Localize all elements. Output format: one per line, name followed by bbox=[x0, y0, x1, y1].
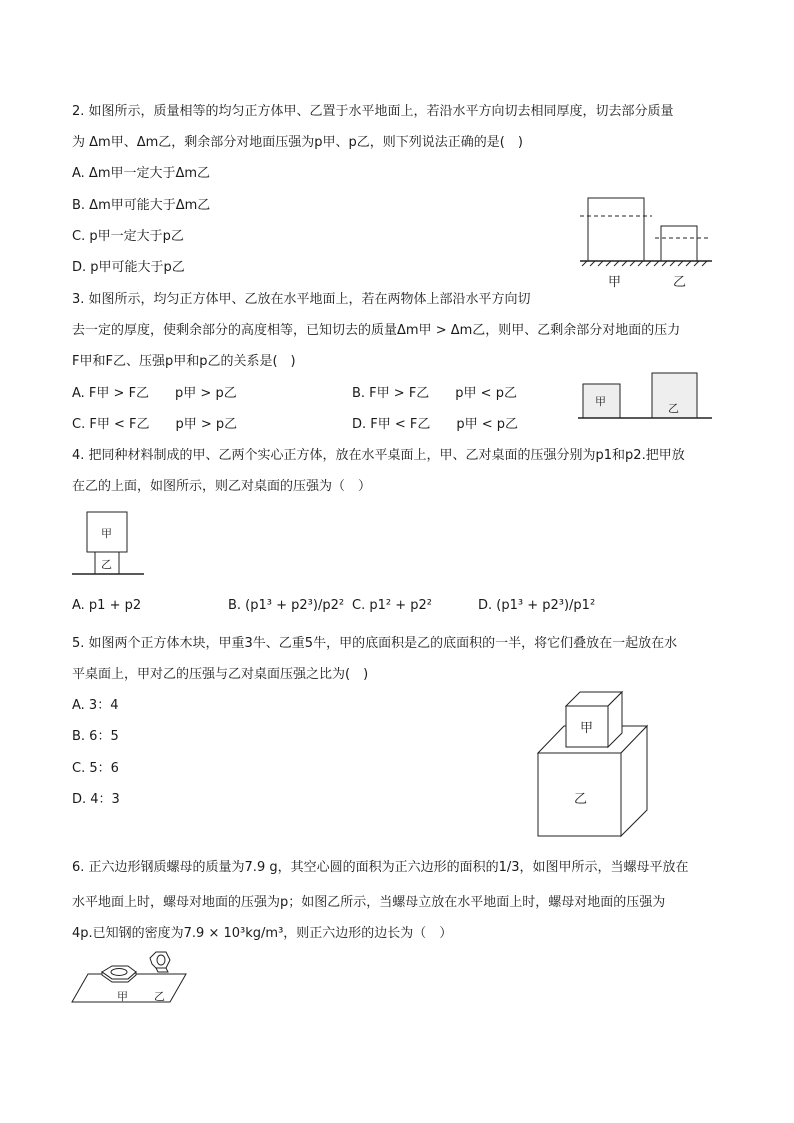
q2-cube-yi bbox=[661, 226, 697, 261]
q6-label-yi: 乙 bbox=[154, 990, 165, 1003]
q2-option-b: B. Δm甲可能大于Δm乙 bbox=[72, 198, 211, 213]
q5-option-a: A. 3：4 bbox=[72, 698, 119, 713]
q6-stem-line1: 6. 正六边形钢质螺母的质量为7.9 g，其空心圆的面积为正六边形的面积的1/3，如图甲所示，当螺母平放在 bbox=[72, 860, 689, 875]
q3-option-b: B. F甲 > F乙 p甲 < p乙 bbox=[352, 386, 517, 401]
q4-label-jia: 甲 bbox=[101, 527, 112, 540]
q4-figure bbox=[70, 508, 150, 578]
q3-stem-line3: F甲和F乙、压强p甲和p乙的关系是( ) bbox=[72, 354, 296, 369]
q6-nut-upright bbox=[150, 952, 170, 972]
q2-option-c: C. p甲一定大于p乙 bbox=[72, 229, 184, 244]
q5-option-d: D. 4：3 bbox=[72, 792, 120, 807]
q2-stem-line1: 2. 如图所示，质量相等的均匀正方体甲、乙置于水平地面上，若沿水平方向切去相同厚度，切去部分质量 bbox=[72, 104, 674, 119]
q2-cube-jia bbox=[588, 198, 644, 261]
q4-option-d: D. (p1³ + p2³)/p1² bbox=[478, 598, 596, 613]
q4-label-yi: 乙 bbox=[101, 558, 112, 571]
q3-label-jia: 甲 bbox=[595, 395, 606, 408]
q5-label-jia: 甲 bbox=[580, 721, 594, 736]
q5-cube-jia bbox=[566, 692, 622, 747]
q6-stem-line2: 水平地面上时，螺母对地面的压强为p；如图乙所示，当螺母立放在水平地面上时，螺母对地面的压强为 bbox=[72, 895, 666, 910]
q5-stem-line2: 平桌面上，甲对乙的压强与乙对桌面压强之比为( ) bbox=[72, 667, 369, 682]
q2-figure bbox=[578, 192, 718, 292]
q4-stem-line2: 在乙的上面，如图所示，则乙对桌面的压强为（ ） bbox=[72, 479, 372, 494]
q3-option-c: C. F甲 < F乙 p甲 > p乙 bbox=[72, 417, 238, 432]
q3-label-yi: 乙 bbox=[668, 402, 679, 415]
q3-figure bbox=[578, 370, 718, 425]
q3-stem-line1: 3. 如图所示，均匀正方体甲、乙放在水平地面上，若在两物体上部沿水平方向切 bbox=[72, 292, 531, 307]
q2-label-yi: 乙 bbox=[673, 275, 687, 290]
q2-option-a: A. Δm甲一定大于Δm乙 bbox=[72, 166, 211, 181]
q6-figure bbox=[70, 950, 190, 1010]
q5-option-c: C. 5：6 bbox=[72, 761, 119, 776]
q4-option-a: A. p1 + p2 bbox=[72, 598, 142, 613]
q3-option-a: A. F甲 > F乙 p甲 > p乙 bbox=[72, 386, 237, 401]
q4-option-b: B. (p1³ + p2³)/p2² bbox=[228, 598, 345, 613]
q2-option-d: D. p甲可能大于p乙 bbox=[72, 260, 185, 275]
q5-figure bbox=[536, 688, 651, 840]
q6-label-jia: 甲 bbox=[117, 990, 128, 1003]
q5-option-b: B. 6：5 bbox=[72, 729, 119, 744]
q4-stem-line1: 4. 把同种材料制成的甲、乙两个实心正方体，放在水平桌面上，甲、乙对桌面的压强分别为p1和p2.把甲放 bbox=[72, 448, 685, 463]
q2-label-jia: 甲 bbox=[608, 275, 622, 290]
q5-stem-line1: 5. 如图两个正方体木块，甲重3牛、乙重5牛，甲的底面积是乙的底面积的一半，将它们叠放在一起放在水 bbox=[72, 636, 678, 651]
q4-option-c: C. p1² + p2² bbox=[352, 598, 432, 613]
q2-stem-line2: 为 Δm甲、Δm乙，剩余部分对地面压强为p甲、p乙，则下列说法正确的是( ) bbox=[72, 135, 523, 150]
q6-stem-line3: 4p.已知钢的密度为7.9 × 10³kg/m³，则正六边形的边长为（ ） bbox=[72, 926, 453, 941]
q3-stem-line2: 去一定的厚度，使剩余部分的高度相等，已知切去的质量Δm甲 > Δm乙，则甲、乙剩余部分对地面的压力 bbox=[72, 323, 681, 338]
q3-option-d: D. F甲 < F乙 p甲 < p乙 bbox=[352, 417, 519, 432]
q5-label-yi: 乙 bbox=[574, 792, 588, 807]
